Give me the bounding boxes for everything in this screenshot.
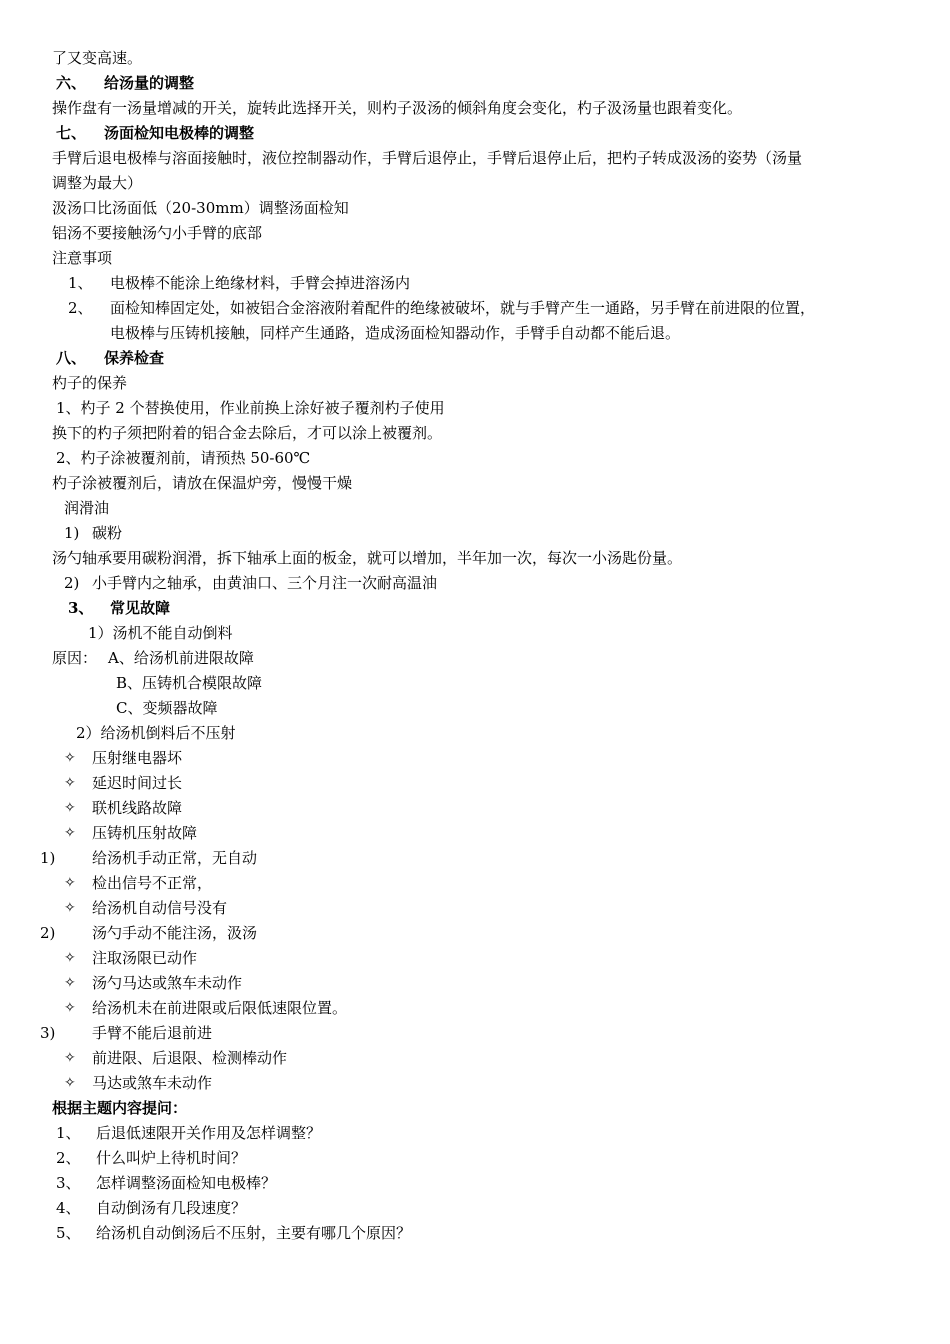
section-heading: 常见故障 (110, 599, 171, 617)
text-line: 调整为最大） (52, 174, 143, 192)
list-item-text: 给汤机手动正常，无自动 (92, 849, 258, 867)
section-number: 3、 (68, 599, 94, 617)
text-line: 汲汤口比汤面低（20-30mm）调整汤面检知 (52, 199, 349, 217)
list-item-text: 电极棒不能涂上绝缘材料，手臂会掉进溶汤内 (110, 274, 411, 292)
text-line: A、给汤机前进限故障 (108, 649, 254, 667)
section-number: 八、 (56, 349, 87, 367)
questions-heading: 根据主题内容提问： (52, 1099, 188, 1117)
diamond-bullet-icon: ✧ (64, 875, 76, 891)
question-text: 后退低速限开关作用及怎样调整？ (96, 1124, 322, 1142)
text-line: 手臂后退电极棒与溶面接触时，液位控制器动作，手臂后退停止，手臂后退停止后，把杓子转成汲汤的姿势（汤量 (52, 149, 803, 167)
bullet-item-text: 联机线路故障 (92, 799, 183, 817)
section-number: 六、 (56, 74, 87, 92)
diamond-bullet-icon: ✧ (64, 950, 76, 966)
list-number: 3) (40, 1024, 56, 1042)
diamond-bullet-icon: ✧ (64, 1050, 76, 1066)
section-heading: 保养检查 (104, 349, 165, 367)
bullet-item-text: 注取汤限已动作 (92, 949, 198, 967)
section-heading: 汤面检知电极棒的调整 (104, 124, 255, 142)
question-text: 什么叫炉上待机时间？ (96, 1149, 247, 1167)
list-item-text: 手臂不能后退前进 (92, 1024, 213, 1042)
list-item-text: 小手臂内之轴承，由黄油口、三个月注一次耐高温油 (92, 574, 438, 592)
list-item-text: 电极棒与压铸机接触，同样产生通路，造成汤面检知器动作，手臂手自动都不能后退。 (110, 324, 681, 342)
bullet-item-text: 汤勺马达或煞车未动作 (92, 974, 243, 992)
text-line: 2）给汤机倒料后不压射 (76, 724, 236, 742)
text-line: 原因： (52, 649, 98, 667)
list-item-text: 汤勺手动不能注汤，汲汤 (92, 924, 258, 942)
question-number: 5、 (56, 1224, 81, 1242)
text-line: C、变频器故障 (116, 699, 218, 717)
question-number: 3、 (56, 1174, 81, 1192)
bullet-item-text: 检出信号不正常， (92, 874, 213, 892)
bullet-item-text: 马达或煞车未动作 (92, 1074, 213, 1092)
text-line: 铝汤不要接触汤勺小手臂的底部 (52, 224, 263, 242)
text-line: 了又变高速。 (52, 49, 143, 67)
bullet-item-text: 延迟时间过长 (92, 774, 183, 792)
diamond-bullet-icon: ✧ (64, 825, 76, 841)
list-item-text: 面检知棒固定处，如被铝合金溶液附着配件的绝缘被破坏，就与手臂产生一通路，另手臂在前进限的位置， (110, 299, 816, 317)
diamond-bullet-icon: ✧ (64, 1000, 76, 1016)
text-line: 润滑油 (64, 499, 110, 517)
list-number: 2) (64, 574, 80, 592)
diamond-bullet-icon: ✧ (64, 900, 76, 916)
text-line: 换下的杓子须把附着的铝合金去除后，才可以涂上被覆剂。 (52, 424, 443, 442)
text-line: 汤勺轴承要用碳粉润滑，拆下轴承上面的板金，就可以增加，半年加一次，每次一小汤匙份量。 (52, 549, 683, 567)
text-line: 1、杓子 2 个替换使用，作业前换上涂好被子覆剂杓子使用 (56, 399, 445, 417)
list-number: 2) (40, 924, 56, 942)
list-number: 1、 (68, 274, 93, 292)
bullet-item-text: 前进限、后退限、检测棒动作 (92, 1049, 288, 1067)
question-number: 2、 (56, 1149, 81, 1167)
list-number: 1) (64, 524, 80, 542)
text-line: B、压铸机合模限故障 (116, 674, 263, 692)
section-heading: 给汤量的调整 (104, 74, 195, 92)
bullet-item-text: 压铸机压射故障 (92, 824, 198, 842)
diamond-bullet-icon: ✧ (64, 1075, 76, 1091)
list-number: 2、 (68, 299, 93, 317)
question-number: 4、 (56, 1199, 81, 1217)
question-text: 给汤机自动倒汤后不压射，主要有哪几个原因？ (96, 1224, 412, 1242)
text-line: 2、杓子涂被覆剂前，请预热 50-60℃ (56, 449, 311, 467)
text-line: 杓子涂被覆剂后，请放在保温炉旁，慢慢干燥 (52, 474, 353, 492)
text-line: 杓子的保养 (52, 374, 128, 392)
question-text: 自动倒汤有几段速度？ (96, 1199, 247, 1217)
text-line: 1）汤机不能自动倒料 (88, 624, 233, 642)
diamond-bullet-icon: ✧ (64, 750, 76, 766)
bullet-item-text: 给汤机自动信号没有 (92, 899, 228, 917)
diamond-bullet-icon: ✧ (64, 975, 76, 991)
list-number: 1) (40, 849, 56, 867)
question-text: 怎样调整汤面检知电极棒？ (96, 1174, 277, 1192)
diamond-bullet-icon: ✧ (64, 800, 76, 816)
text-line: 操作盘有一汤量增减的开关，旋转此选择开关，则杓子汲汤的倾斜角度会变化，杓子汲汤量也跟着变化。 (52, 99, 743, 117)
bullet-item-text: 给汤机未在前进限或后限低速限位置。 (92, 999, 348, 1017)
diamond-bullet-icon: ✧ (64, 775, 76, 791)
bullet-item-text: 压射继电器坏 (92, 749, 183, 767)
list-item-text: 碳粉 (92, 524, 123, 542)
text-line: 注意事项 (52, 249, 113, 267)
section-number: 七、 (56, 124, 87, 142)
question-number: 1、 (56, 1124, 81, 1142)
